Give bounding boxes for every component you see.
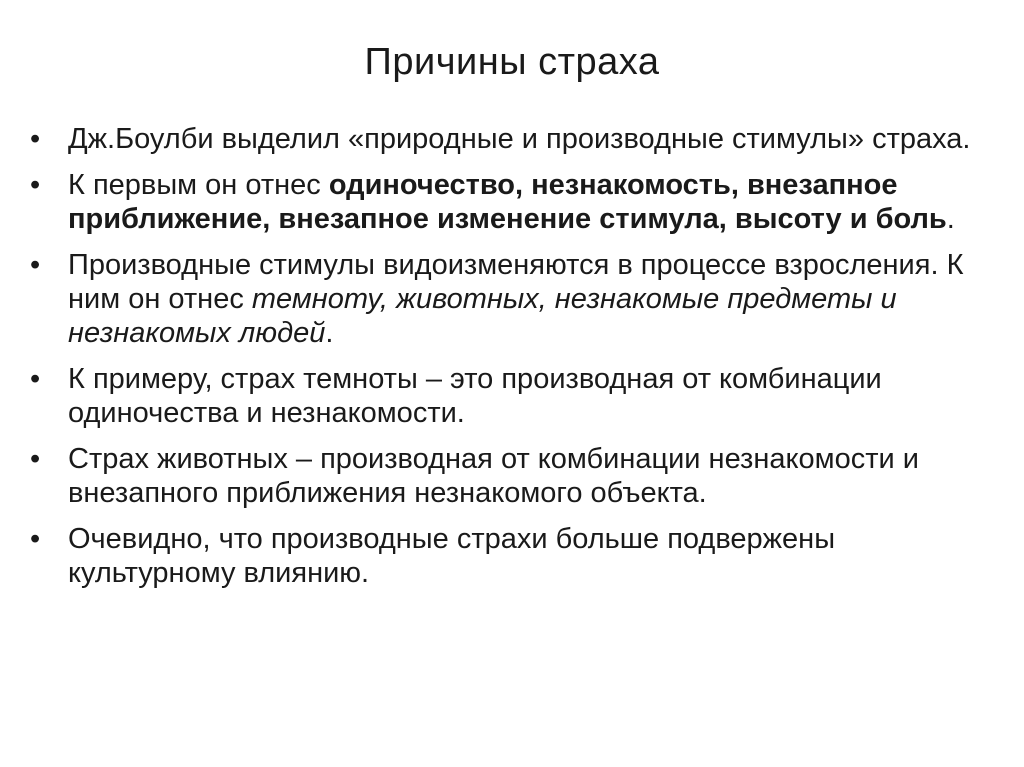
bullet-text: Дж.Боулби выделил «природные и производные стимулы» страха. — [68, 123, 971, 155]
bullet-marker: • — [30, 123, 41, 155]
bullet-list — [30, 122, 990, 602]
bullet-text-bold: одиночество, незнакомость, внезапное приближение, внезапное изменение стимула, высоту и боль — [68, 169, 947, 235]
bullet-marker: • — [30, 363, 41, 395]
bullet-text: К примеру, страх темноты – это производная от комбинации одиночества и незнакомости. — [68, 363, 882, 429]
bullet-text: Производные стимулы видоизменяются в процессе взросления. К ним он отнес — [68, 249, 964, 315]
bullet-item — [30, 248, 990, 350]
bullet-item — [30, 168, 990, 236]
bullet-item — [30, 122, 990, 156]
bullet-text: . — [325, 317, 334, 349]
bullet-marker: • — [30, 523, 41, 555]
bullet-marker: • — [30, 249, 41, 281]
bullet-item — [30, 362, 990, 430]
bullet-marker: • — [30, 443, 41, 475]
bullet-text: К первым он отнес — [68, 169, 329, 201]
bullet-marker: • — [30, 169, 41, 201]
bullet-item — [30, 522, 990, 590]
bullet-item — [30, 442, 990, 510]
slide-title: Причины страха — [364, 41, 660, 83]
bullet-text-italic: темноту, животных, незнакомые предметы и незнакомых людей — [68, 283, 897, 349]
bullet-text: Страх животных – производная от комбинации незнакомости и внезапного приближения незнакомого объекта. — [68, 443, 919, 509]
bullet-text: . — [946, 203, 955, 235]
bullet-text: Очевидно, что производные страхи больше подвержены культурному влиянию. — [68, 523, 836, 589]
